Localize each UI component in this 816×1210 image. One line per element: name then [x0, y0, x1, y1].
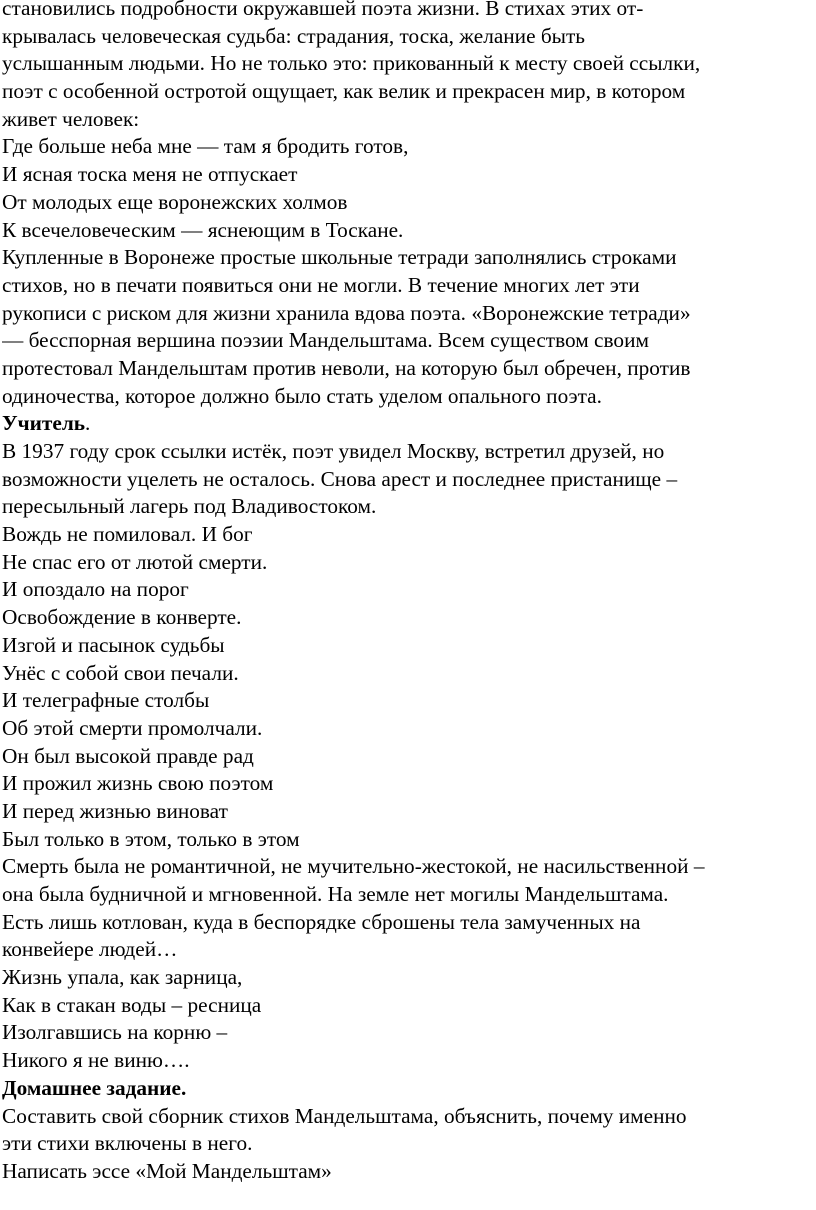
poem-line: Освобождение в конверте.: [2, 605, 242, 630]
text-line: поэт с особенной остротой ощущает, как велик и прекрасен мир, в котором: [2, 79, 686, 104]
text-line: В 1937 году срок ссылки истёк, поэт увидел Москву, встретил друзей, но: [2, 439, 665, 463]
poem-line: Был только в этом, только в этом: [2, 826, 300, 851]
poem-line: Никого я не виню….: [2, 1048, 190, 1073]
text-line: Купленные в Воронеже простые школьные тетради заполнялись строками: [2, 245, 677, 270]
poem-line: Жизнь упала, как зарница,: [2, 965, 243, 990]
poem-line: Унёс с собой свои печали.: [2, 660, 239, 685]
teacher-period: .: [85, 411, 91, 436]
text-line: протестовал Мандельштам против неволи, на которую был обречен, против: [2, 355, 691, 380]
text-line: Написать эссе «Мой Мандельштам»: [2, 1158, 332, 1183]
text-line: стихов, но в печати появиться они не могли. В течение многих лет эти: [2, 272, 640, 297]
poem-line: И ясная тоска меня не отпускает: [2, 162, 298, 187]
text-line: живет человек:: [2, 106, 140, 131]
poem-line: И перед жизнью виноват: [2, 798, 228, 823]
teacher-paragraph: [2, 438, 816, 521]
intro-paragraph: [2, 0, 816, 133]
poem-line: Не спас его от лютой смерти.: [2, 549, 268, 574]
voronezh-paragraph: [2, 244, 816, 410]
poem-line: Изолгавшись на корню –: [2, 1020, 228, 1045]
text-line: конвейере людей…: [2, 937, 178, 962]
poem-line: От молодых еще воронежских холмов: [2, 189, 348, 214]
text-line: крывалась человеческая судьба: страдания, тоска, желание быть: [2, 23, 586, 48]
homework-section: [2, 1103, 816, 1186]
teacher-heading: [2, 410, 816, 438]
poem-line: И опоздало на порог: [2, 577, 189, 602]
death-paragraph: [2, 853, 816, 964]
poem-line: Он был высокой правде рад: [2, 743, 254, 768]
text-line: эти стихи включены в него.: [2, 1131, 253, 1156]
text-line: она была будничной и мгновенной. На земле нет могилы Мандельштама.: [2, 882, 669, 906]
text-line: услышанным людьми. Но не только это: прикованный к месту своей ссылки,: [2, 51, 701, 76]
text-line: Составить свой сборник стихов Мандельштама, объяснить, почему именно: [2, 1103, 687, 1128]
text-line: одиночества, которое должно было стать уделом опального поэта.: [2, 383, 602, 408]
homework-heading: Домашнее задание.: [2, 1075, 187, 1100]
text-line: рукописи с риском для жизни хранила вдова поэта. «Воронежские тетради»: [2, 300, 691, 325]
text-line: становились подробности окружавшей поэта жизни. В стихах этих от-: [2, 0, 644, 20]
poem-line: И прожил жизнь свою поэтом: [2, 771, 274, 796]
text-line: возможности уцелеть не осталось. Снова арест и последнее пристанище –: [2, 466, 678, 491]
teacher-label: Учитель: [2, 411, 86, 436]
poem-line: Как в стакан воды – ресница: [2, 992, 262, 1017]
poem-line: Вождь не помиловал. И бог: [2, 522, 253, 547]
poem-lightning: [2, 964, 816, 1075]
poem-line: Изгой и пасынок судьбы: [2, 632, 225, 657]
text-line: пересыльный лагерь под Владивостоком.: [2, 494, 377, 519]
text-line: — бесспорная вершина поэзии Мандельштама. Всем существом своим: [2, 328, 649, 353]
poem-line: И телеграфные столбы: [2, 688, 210, 713]
poem-line: Об этой смерти промолчали.: [2, 715, 263, 740]
poem-line: Где больше неба мне — там я бродить готов,: [2, 134, 409, 159]
poem-line: К всечеловеческим — яснеющим в Тоскане.: [2, 217, 404, 242]
text-line: Смерть была не романтичной, не мучительно-жестокой, не насильственной –: [2, 854, 705, 879]
poem-leader: [2, 521, 816, 853]
text-line: Есть лишь котлован, куда в беспорядке сброшены тела замученных на: [2, 909, 641, 934]
poem-tuscany: [2, 133, 816, 244]
